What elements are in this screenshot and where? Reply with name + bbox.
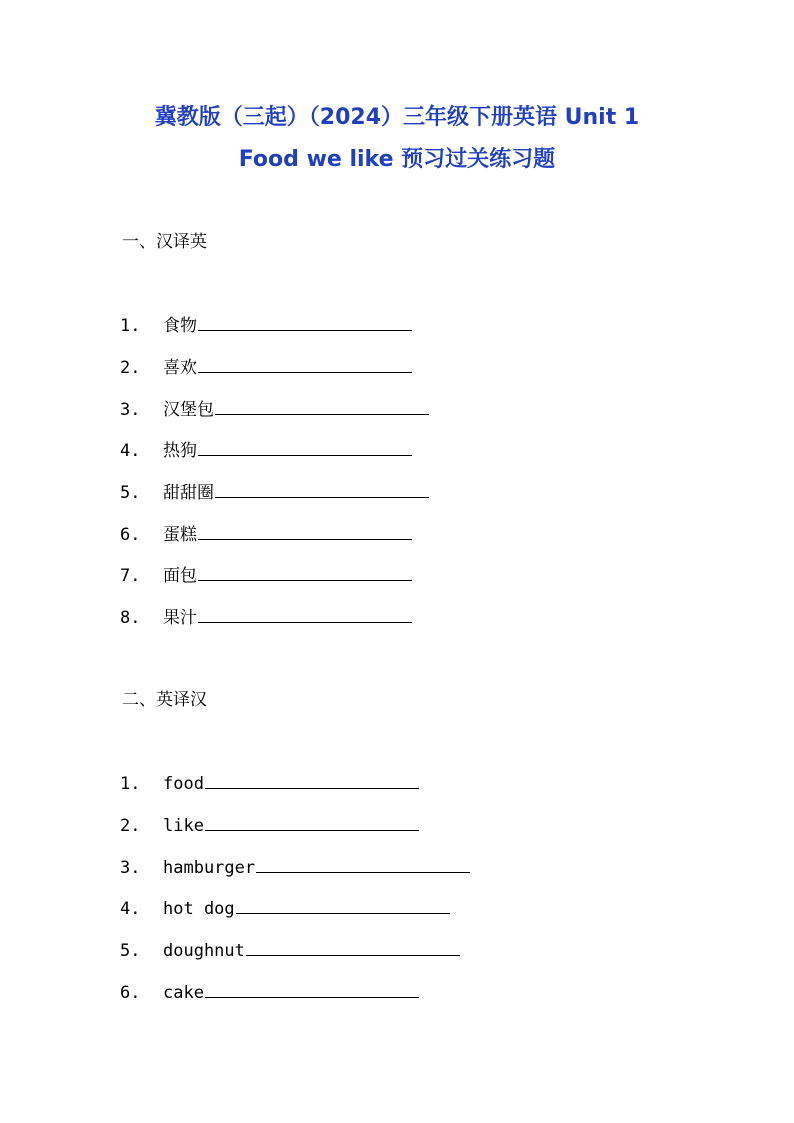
item-prompt: 果汁 (163, 608, 197, 628)
item-prompt: 甜甜圈 (163, 483, 214, 503)
item-prompt: 蛋糕 (163, 525, 197, 545)
item-prompt: hot dog (163, 899, 235, 919)
item-number: 6. (120, 983, 141, 1003)
item-number: 1. (120, 316, 141, 336)
item-number: 1. (120, 774, 141, 794)
answer-blank[interactable] (198, 523, 412, 540)
title-line-1: 冀教版（三起）（2024）三年级下册英语 Unit 1 (154, 105, 640, 130)
exercise-item (120, 771, 419, 797)
item-prompt: 面包 (163, 566, 197, 586)
item-number: 5. (120, 941, 141, 961)
answer-blank[interactable] (246, 939, 460, 956)
exercise-item (120, 563, 412, 589)
exercise-item (120, 438, 412, 464)
item-prompt: cake (163, 983, 204, 1003)
item-prompt: food (163, 774, 204, 794)
answer-blank[interactable] (198, 314, 412, 331)
item-number: 8. (120, 608, 141, 628)
answer-blank[interactable] (205, 772, 419, 789)
answer-blank[interactable] (198, 439, 412, 456)
answer-blank[interactable] (256, 856, 470, 873)
answer-blank[interactable] (236, 897, 450, 914)
exercise-item (120, 855, 470, 881)
exercise-item (120, 355, 412, 381)
item-number: 4. (120, 441, 141, 461)
exercise-item (120, 980, 419, 1006)
answer-blank[interactable] (205, 814, 419, 831)
item-prompt: 喜欢 (163, 358, 197, 378)
item-number: 7. (120, 566, 141, 586)
answer-blank[interactable] (198, 564, 412, 581)
item-number: 3. (120, 858, 141, 878)
page-title (0, 97, 794, 181)
item-prompt: 食物 (163, 316, 197, 336)
answer-blank[interactable] (215, 398, 429, 415)
item-number: 4. (120, 899, 141, 919)
exercise-item (120, 896, 450, 922)
item-number: 2. (120, 358, 141, 378)
exercise-item (120, 397, 429, 423)
item-prompt: like (163, 816, 204, 836)
exercise-item (120, 313, 412, 339)
item-prompt: hamburger (163, 858, 256, 878)
item-prompt: doughnut (163, 941, 245, 961)
item-number: 3. (120, 400, 141, 420)
answer-blank[interactable] (205, 981, 419, 998)
exercise-item (120, 813, 419, 839)
item-number: 5. (120, 483, 141, 503)
exercise-item (120, 605, 412, 631)
answer-blank[interactable] (198, 606, 412, 623)
title-line-2: Food we like 预习过关练习题 (238, 147, 556, 172)
exercise-item (120, 480, 429, 506)
answer-blank[interactable] (215, 481, 429, 498)
item-prompt: 汉堡包 (163, 400, 214, 420)
item-number: 6. (120, 525, 141, 545)
exercise-item (120, 522, 412, 548)
item-number: 2. (120, 816, 141, 836)
section-heading-english-to-chinese: 二、英译汉 (122, 690, 207, 710)
exercise-item (120, 938, 460, 964)
answer-blank[interactable] (198, 356, 412, 373)
item-prompt: 热狗 (163, 441, 197, 461)
section-heading-chinese-to-english: 一、汉译英 (122, 232, 207, 252)
